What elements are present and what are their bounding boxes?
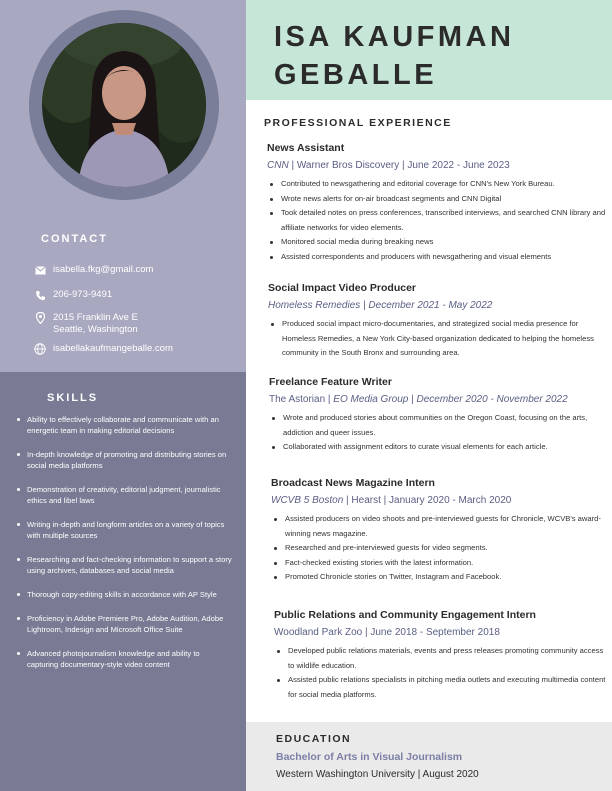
job-meta: CNN | Warner Bros Discovery | June 2022 - June 2023 <box>267 160 510 171</box>
job-bullet: Wrote news alerts for on-air broadcast segments and CNN Digital <box>267 192 612 207</box>
name-title <box>274 18 514 94</box>
job-meta: Homeless Remedies | December 2021 - May 2022 <box>268 300 493 311</box>
job-bullets <box>269 411 612 455</box>
job-meta: WCVB 5 Boston | Hearst | January 2020 - March 2020 <box>271 495 512 506</box>
job-title: News Assistant <box>267 142 345 154</box>
profile-photo-frame <box>29 10 219 200</box>
website-text[interactable]: isabellakaufmangeballe.com <box>53 343 173 354</box>
phone-icon <box>34 289 46 301</box>
skill-item: Thorough copy-editing skills in accordance with AP Style <box>17 589 232 600</box>
education-school: Western Washington University | August 2020 <box>276 769 479 780</box>
name-header <box>246 0 612 100</box>
job-bullet: Promoted Chronicle stories on Twitter, Instagram and Facebook. <box>271 570 612 585</box>
job-bullet: Researched and pre-interviewed guests for video segments. <box>271 541 612 556</box>
job-bullet: Monitored social media during breaking news <box>267 235 612 250</box>
job-meta: Woodland Park Zoo | June 2018 - September 2018 <box>274 627 500 638</box>
education-section <box>246 722 612 791</box>
job-entry <box>269 376 612 455</box>
sidebar-top <box>0 0 246 372</box>
contact-website[interactable] <box>34 343 173 355</box>
location-pin-icon <box>34 312 46 324</box>
job-bullet: Assisted producers on video shoots and pre-interviewed guests for Chronicle, WCVB's award-winning news magazine. <box>271 512 612 541</box>
contact-heading: CONTACT <box>41 233 108 245</box>
job-bullet: Wrote and produced stories about communities on the Oregon Coast, focusing on the arts, addiction and queer issues. <box>269 411 612 440</box>
experience-heading: PROFESSIONAL EXPERIENCE <box>264 117 452 129</box>
mail-icon <box>34 264 46 276</box>
job-entry <box>268 282 612 361</box>
job-title: Public Relations and Community Engagement Intern <box>274 609 536 621</box>
address-line-1: 2015 Franklin Ave E <box>53 312 138 323</box>
contact-phone[interactable] <box>34 289 112 301</box>
skill-item: Ability to effectively collaborate and communicate with an energetic team in making editorial decisions <box>17 414 232 436</box>
skill-item: Researching and fact-checking information to support a story using archives, databases and social media <box>17 554 232 576</box>
skill-item: Demonstration of creativity, editorial judgment, journalistic ethics and libel laws <box>17 484 232 506</box>
job-title: Social Impact Video Producer <box>268 282 417 294</box>
contact-email[interactable] <box>34 264 153 276</box>
job-bullets <box>268 317 612 361</box>
job-bullets <box>271 512 612 585</box>
profile-photo <box>42 23 206 187</box>
job-bullet: Took detailed notes on press conferences, transcribed interviews, and searched CNN library and affiliate networks for video elements. <box>267 206 612 235</box>
job-title: Freelance Feature Writer <box>269 376 392 388</box>
job-bullet: Assisted public relations specialists in pitching media outlets and executing multimedia content for social media platforms. <box>274 673 609 702</box>
skills-list <box>17 414 232 683</box>
phone-text[interactable]: 206-973-9491 <box>53 289 113 300</box>
job-bullet: Produced social impact micro-documentaries, and strategized social media presence for Homeless Remedies, a New York City-based organization dedicated to helping the homeless community in the South Bronx and surrounding area. <box>268 317 612 361</box>
skill-item: Advanced photojournalism knowledge and ability to capturing documentary-style video content <box>17 648 232 670</box>
education-heading: EDUCATION <box>276 733 352 745</box>
job-bullet: Developed public relations materials, events and press releases promoting community access to wildlife education. <box>274 644 609 673</box>
skill-item: Writing in-depth and longform articles on a variety of topics with multiple sources <box>17 519 232 541</box>
contact-address <box>34 312 138 336</box>
job-meta: The Astorian | EO Media Group | December 2020 - November 2022 <box>269 394 568 405</box>
job-entry <box>267 142 612 264</box>
education-degree: Bachelor of Arts in Visual Journalism <box>276 751 463 763</box>
job-bullet: Contributed to newsgathering and editorial coverage for CNN's New York Bureau. <box>267 177 612 192</box>
name-line-2: GEBALLE <box>274 59 438 91</box>
name-line-1: ISA KAUFMAN <box>274 21 515 53</box>
address-line-2: Seattle, Washington <box>53 324 138 335</box>
job-bullets <box>267 177 612 264</box>
job-bullets <box>274 644 609 702</box>
job-entry <box>271 477 612 585</box>
job-bullet: Assisted correspondents and producers with newsgathering and visual elements <box>267 250 612 265</box>
job-entry <box>274 609 609 702</box>
skill-item: In-depth knowledge of promoting and distributing stories on social media platforms <box>17 449 232 471</box>
email-text[interactable]: isabella.fkg@gmail.com <box>53 264 154 275</box>
skills-heading: SKILLS <box>47 392 99 404</box>
skill-item: Proficiency in Adobe Premiere Pro, Adobe Audition, Adobe Lightroom, Indesign and Microsoft Office Suite <box>17 613 232 635</box>
job-bullet: Collaborated with assignment editors to curate visual elements for each article. <box>269 440 612 455</box>
globe-icon <box>34 343 46 355</box>
job-bullet: Fact-checked existing stories with the latest information. <box>271 556 612 571</box>
job-title: Broadcast News Magazine Intern <box>271 477 435 489</box>
